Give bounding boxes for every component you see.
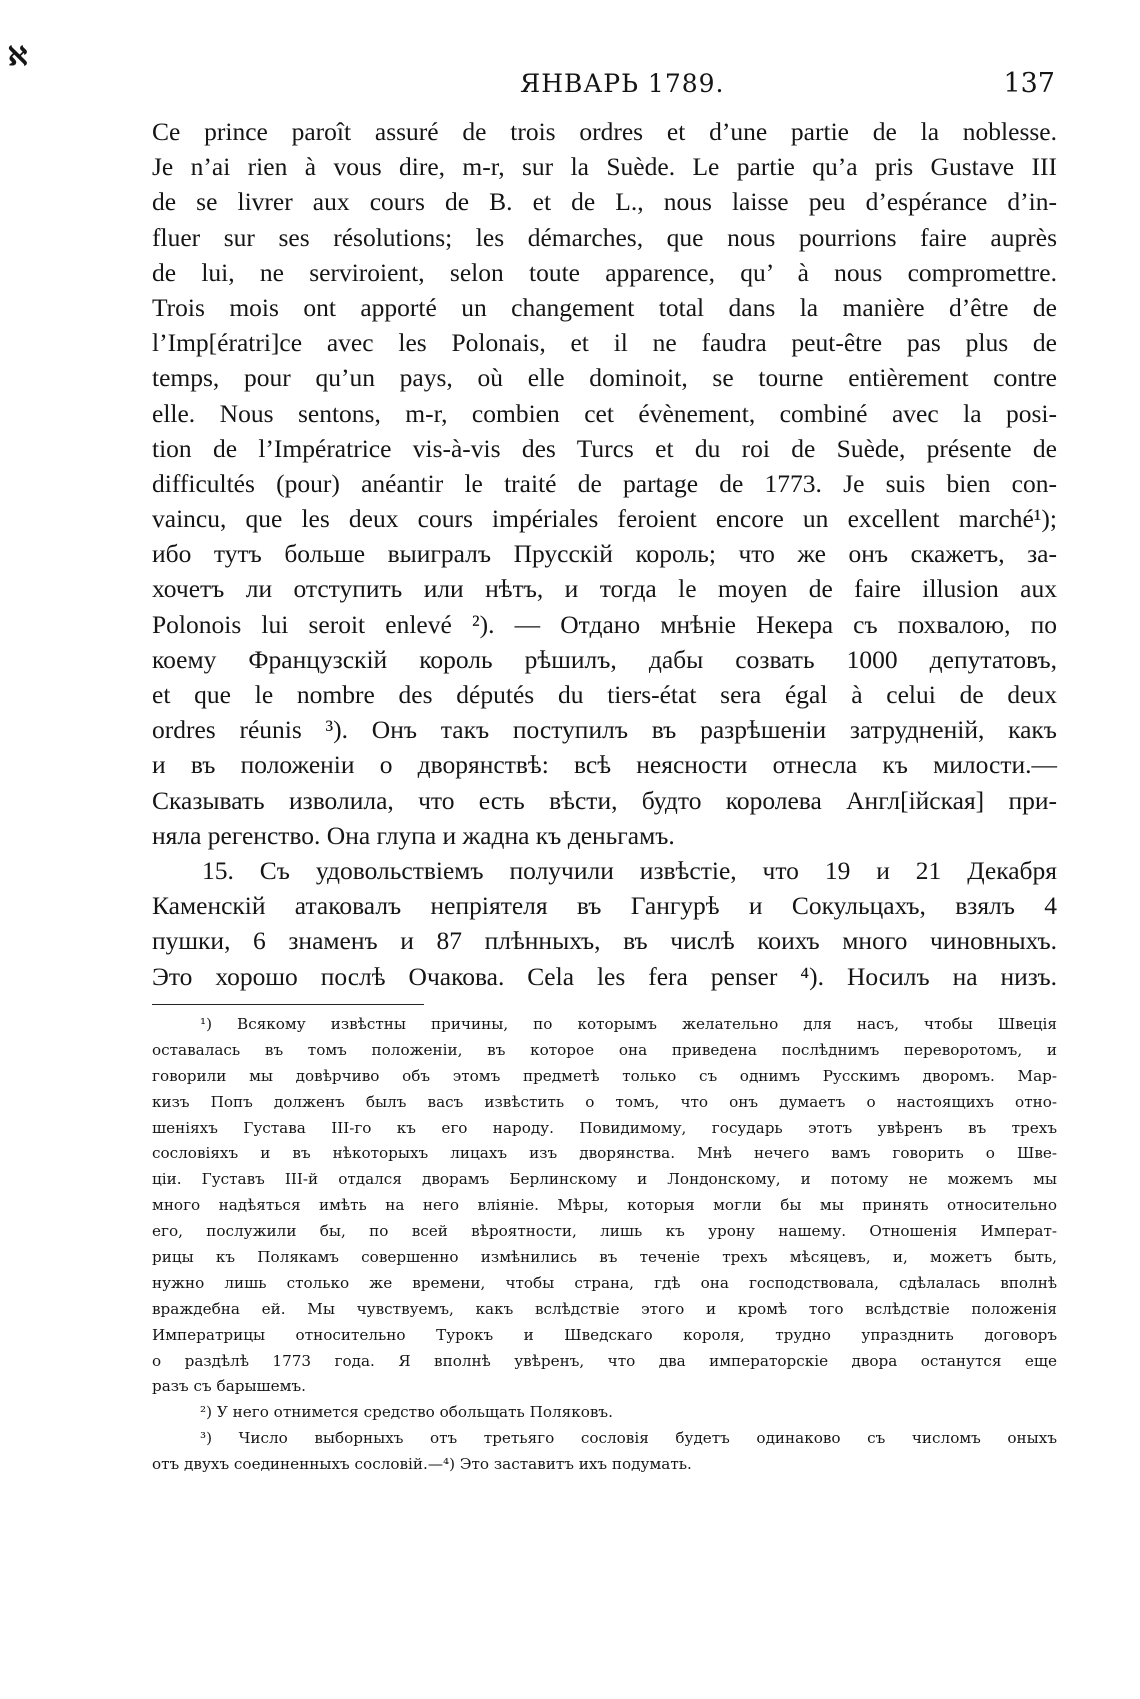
footnote-line: шеніяхъ Густава III-го къ его народу. Повидимому, государь этотъ увѣренъ въ трехъ: [152, 1118, 1057, 1137]
footnote-line: ¹) Всякому извѣстны причины, по которымъ желательно для насъ, чтобы Швеція: [200, 1015, 1057, 1033]
text-line: коему Французскій король рѣшилъ, дабы созвать 1000 депутатовъ,: [152, 644, 1057, 674]
footnote-line: оставалась въ томъ положеніи, въ которое она приведена послѣднимъ переворотомъ, и: [152, 1040, 1057, 1059]
footnote-line: кизъ Попъ долженъ былъ васъ извѣстить о томъ, что онъ думаетъ о настоящихъ отно-: [152, 1092, 1057, 1111]
footnote-line: нужно лишь столько же времени, чтобы страна, гдѣ она господствовала, сдѣлалась вполнѣ: [152, 1273, 1057, 1292]
text-line: Ce prince paroît assuré de trois ordres et d’une partie de la noblesse.: [152, 117, 1057, 146]
footnote-line: о раздѣлѣ 1773 года. Я вполнѣ увѣренъ, что два императорскіе двора останутся еще: [152, 1351, 1057, 1370]
running-title: ЯНВАРЬ 1789.: [520, 69, 725, 98]
footnotes: [152, 1012, 1057, 1478]
footnote-line: сословіяхъ и въ нѣкоторыхъ лицахъ изъ дворянства. Мнѣ нечего вамъ говорить о Шве-: [152, 1144, 1057, 1163]
text-line: vaincu, que les deux cours impériales feroient encore un excellent marché¹);: [152, 504, 1057, 534]
text-line: хочетъ ли отступить или нѣтъ, и тогда le moyen de faire illusion aux: [152, 574, 1057, 604]
footnote-line: враждебна ей. Мы чувствуемъ, какъ вслѣдствіе этого и кромѣ того вслѣдствіе положенія: [152, 1299, 1057, 1318]
text-line: de lui, ne serviroient, selon toute apparence, qu’ à nous compromettre.: [152, 257, 1057, 287]
text-line: fluer sur ses résolutions; les démarches, que nous pourrions faire auprès: [152, 222, 1057, 252]
text-line: l’Imp[ératri]ce avec les Polonais, et il ne faudra peut-être pas plus de: [152, 328, 1057, 358]
text-line: Каменскій атаковалъ непріятеля въ Гангурѣ и Сокульцахъ, взялъ 4: [152, 891, 1057, 921]
footnote-line: ²) У него отнимется средство обольщать Поляковъ.: [200, 1403, 613, 1422]
text-line: Je n’ai rien à vous dire, m-r, sur la Suède. Le partie qu’a pris Gustave III: [152, 152, 1057, 182]
text-line: ибо тутъ больше выигралъ Прусскій король; что же онъ скажетъ, за-: [152, 539, 1057, 569]
text-line: ordres réunis ³). Онъ такъ поступилъ въ разрѣшеніи затрудненій, какъ: [152, 715, 1057, 745]
text-line: temps, pour qu’un pays, où elle dominoit, se tourne entièrement contre: [152, 363, 1057, 393]
footnote-line: Императрицы относительно Турокъ и Шведскаго короля, трудно упразднить договоръ: [152, 1325, 1057, 1344]
text-line: Polonois lui seroit enlevé ²). — Отдано мнѣніе Некера съ похвалою, по: [152, 609, 1057, 639]
footnote-line: его, послужили бы, по всей вѣроятности, лишь къ урону нашему. Отношенія Императ-: [152, 1222, 1057, 1241]
footnote-line: ³) Число выборныхъ отъ третьяго сословія будетъ одинаково съ числомъ оныхъ: [200, 1429, 1057, 1448]
footnote-line: отъ двухъ соединенныхъ сословій.—⁴) Это заставитъ ихъ подумать.: [152, 1455, 692, 1474]
page-number: 137: [1003, 68, 1055, 99]
text-line: пушки, 6 знаменъ и 87 плѣнныхъ, въ числѣ коихъ много чиновныхъ.: [152, 926, 1057, 956]
text-line: difficultés (pour) anéantir le traité de partage de 1773. Je suis bien con-: [152, 468, 1057, 498]
page-header: [135, 64, 1055, 104]
footnote-line: ціи. Густавъ III-й отдался дворамъ Берлинскому и Лондонскому, и потому не можемъ мы: [152, 1170, 1057, 1189]
main-text: [152, 114, 1057, 994]
text-line: Trois mois ont apporté un changement total dans la manière d’être de: [152, 292, 1057, 322]
text-line: elle. Nous sentons, m-r, combien cet évènement, combiné avec la posi-: [152, 398, 1057, 428]
footnote-line: много надѣяться имѣть на него вліяніе. Мѣры, которыя могли бы мы принять относительно: [152, 1196, 1057, 1215]
footnote-line: разъ съ барышемъ.: [152, 1377, 306, 1396]
text-line: et que le nombre des députés du tiers-état sera égal à celui de deux: [152, 680, 1057, 709]
footnote-line: говорили мы довѣрчиво объ этомъ предметѣ только съ однимъ Русскимъ дворомъ. Мар-: [152, 1066, 1057, 1085]
text-line: de se livrer aux cours de B. et de L., nous laisse peu d’espérance d’in-: [152, 187, 1057, 217]
text-line: и въ положеніи о дворянствѣ: всѣ неясности отнесла къ милости.—: [152, 750, 1057, 780]
text-line: tion de l’Impératrice vis-à-vis des Turcs et du roi de Suède, présente de: [152, 433, 1057, 463]
corner-mark: ℵ: [8, 42, 28, 72]
text-line-paragraph-start: 15. Съ удовольствіемъ получили извѣстіе, что 19 и 21 Декабря: [202, 855, 1057, 885]
footnote-divider: [152, 1004, 424, 1005]
text-line: Сказывать изволила, что есть вѣсти, будто королева Англ[ійская] при-: [152, 785, 1057, 815]
text-line: няла регенство. Она глупа и жадна къ деньгамъ.: [152, 820, 675, 850]
text-line: Это хорошо послѣ Очакова. Cela les fera penser ⁴). Носилъ на низъ.: [152, 961, 1057, 991]
footnote-line: рицы къ Полякамъ совершенно измѣнились въ теченіе трехъ мѣсяцевъ, и, можетъ быть,: [152, 1248, 1057, 1267]
